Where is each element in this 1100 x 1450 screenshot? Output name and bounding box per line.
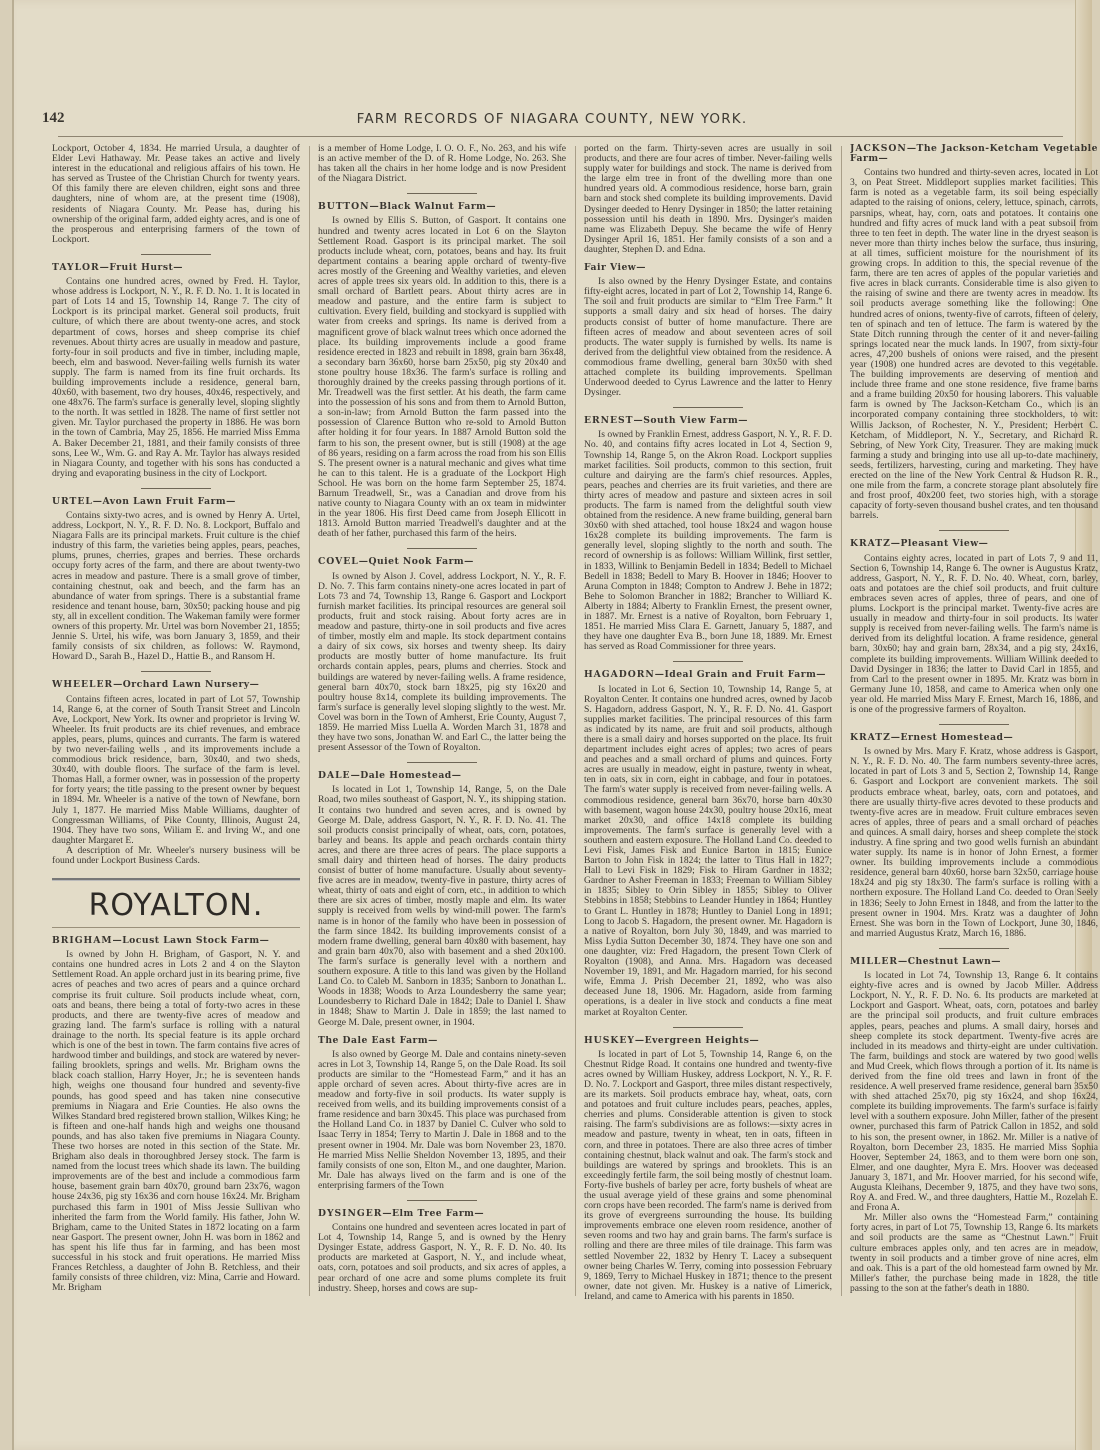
farm-name: —Avon Lawn Fruit Farm— [92, 495, 236, 507]
farm-entry-jackson [850, 144, 1098, 521]
column-divider [575, 146, 576, 1296]
owner-surname: HAGADORN [584, 669, 655, 681]
entry-separator [407, 193, 477, 194]
text-columns [52, 144, 1098, 1424]
entry-paragraph: Is located in Lot 74, Township 13, Range 6. It contains eighty-five acres and is owned by Jacob Miller. Address Lockport, N. Y., R. F. D. No. 6. Its products are marketed at Lockport and Gasport. Wheat, oats, corn, potatoes and barley are the principal soil products, and fruit culture embraces apples, pears, peaches and plums. A small dairy, horses and sheep complete its stock department. Twenty-five acres are included in its meadows and thirty-eight are under cultivation. The farm, buildings and stock are watered by two good wells and Mud Creek, which flows through a portion of it. Its name is derived from the fine old trees and lawn in front of the residence. A well preserved frame residence, general barn 35x50 with shed attached 25x70, pig sty 16x24, and shop 16x24, complete its building improvements. The farm's surface is fairly level with a southern exposure. John Miller, father of the present owner, purchased this farm of Patrick Callon in 1852, and sold to his son, the present owner, in 1862. Mr. Miller is a native of Royalton, born December 23, 1835. He married Miss Sophia Hoover, September 24, 1863, and to them were born one son, Elmer, and one daughter, Myra E. Mrs. Hoover was deceased January 3, 1871, and Mr. Hoover married, for his second wife, Augusta Kleihans, December 9, 1875, and they have two sons, Roy A. and Fred. W., and three daughters, Hattie M., Rozelah E. and Frona A. [850, 970, 1098, 1214]
entry-separator [939, 530, 1009, 531]
section-rule [52, 927, 300, 928]
farm-entry-kratz-pleasant-view [850, 539, 1098, 715]
farm-name: —Dale Homestead— [350, 770, 462, 782]
owner-surname: TAYLOR [52, 261, 100, 273]
owner-surname: DYSINGER [318, 1208, 383, 1219]
farm-entry-button [318, 202, 566, 539]
entry-separator [141, 254, 211, 255]
entry-separator [939, 724, 1009, 725]
farm-name: —South View Farm— [633, 415, 748, 427]
entry-paragraph: Is also owned by the Henry Dysinger Estate, and contains fifty-eight acres, located in part of Lot 2, Township 14, Range 6. The soil and fruit products are similar to “Elm Tree Farm.” It supports a small dairy and six head of horses. The dairy products consist of butter of home manufacture. There are fifteen acres of meadow and about seventeen acres of soil products. The water supply is furnished by wells. Its name is derived from the delightful view obtained from the residence. A commodious frame dwelling, general barn 30x50 with shed attached complete its building improvements. Spellman Underwood deeded to Cyrus Lawrence and the latter to Henry Dysinger. [584, 276, 832, 399]
running-title: FARM RECORDS OF NIAGARA COUNTY, NEW YORK. [356, 111, 748, 127]
continuation-paragraph: is a member of Home Lodge, I. O. O. F., No. 263, and his wife is an active member of the D. of R. Home Lodge, No. 263. She has taken all the chairs in her home lodge and is now President of the Niagara District. [318, 144, 566, 185]
section-rule [52, 878, 300, 881]
entry-paragraph: Is owned by Ellis S. Button, of Gasport. It contains one hundred and twenty acres located in Lot 6 on the Slayton Settlement Road. Gasport is its principal market. The soil products include wheat, corn, potatoes, beans and hay. Its fruit department contains a bearing apple orchard of twenty-five acres mostly of the Greening and Wealthy varieties, and eleven acres of apple trees six years old. In addition to this, there is a small orchard of Bartlett pears. About thirty acres are in meadow and pasture, and the entire farm is subject to cultivation. Every field, building and stockyard is supplied with water from creeks and springs. Its name is derived from a magnificent grove of black walnut trees which once adorned the place. Its building improvements include a good frame residence erected in 1823 and rebuilt in 1898, grain barn 36x48, a secondary barn 36x60, horse barn 25x50, pig sty 20x40 and stone poultry house 18x36. The farm's surface is rolling and thoroughly drained by the creeks passing through portions of it. Mr. Treadwell was the first settler. At his death, the farm came into the possession of his sons and from them to Arnold Button, a son-in-law; from Arnold Button the farm passed into the possession of Clarence Button who re-sold to Arnold Button after holding it for four years. In 1887 Arnold Button sold the farm to his son, the present owner, but is still (1908) at the age of 86 years, residing on a farm across the road from his son Ellis S. The present owner is a natural mechanic and gives what time he can to this talent. He is a graduate of the Lockport High School. He was born on the home farm September 25, 1874. Barnum Treadwell, Sr., was a Canadian and drove from his native county to Niagara County with an ox team in midwinter in the year 1806. His first Deed came from Joseph Ellicott in 1813. Arnold Button married Treadwell's daughter and at the death of her father, purchased this farm of the heirs. [318, 215, 566, 540]
book-page [12, 0, 1098, 1450]
entry-paragraph: Contains sixty-two acres, and is owned by Henry A. Urtel, address, Lockport, N. Y., R. F. D. No. 8. Lockport, Buffalo and Niagara Falls are its principal markets. Fruit culture is the chief industry of this farm, the varieties being apples, pears, peaches, plums, prunes, cherries, grapes and berries. These orchards occupy forty acres of the farm, and there are about twenty-two acres in meadow and pasture. There is a small grove of timber, containing chestnut, oak and beech, and the farm has an abundance of water from springs. There is a substantial frame residence and tenant house, barn, 30x50; packing house and pig sty, all in excellent condition. The Wakeman family were former owners of this property. Mr. Urtel was born November 21, 1855; Jennie S. Urtel, his wife, was born January 3, 1859, and their family consists of six children, as follows: W. Raymond, Howard D., Sarah B., Hazel D., Hattie B., and Ransom H. [52, 510, 300, 663]
entry-paragraph: Is owned by Franklin Ernest, address Gasport, N. Y., R. F. D. No. 40, and contains fifty acres located in Lot 4, Section 9, Township 14, Range 5, on the Akron Road. Lockport supplies market facilities. Soil products, common to this section, fruit culture and dairying are the farm's chief resources. Apples, pears, peaches and cherries are its fruit varieties, and there are thirty acres of meadow and pasture and sixteen acres in soil products. The farm is named from the delightful south view obtained from the residence. A new frame building, general barn 30x60 with shed attached, tool house 18x24 and wagon house 16x28 complete its building improvements. The farm is generally level, sloping slightly to the north and south. The record of ownership is as follows: William Willink, first settler, in 1833, Willink to Benjamin Bedell in 1834; Bedell to Michael Bedell in 1838; Bedell to Mary B. Hoover in 1846; Hoover to Aruna Compton in 1848; Compton to Andrew J. Behe in 1872; Behe to Solomon Brancher in 1882; Brancher to Williard K. Alberty in 1884; Alberty to Franklin Ernest, the present owner, in 1887. Mr. Ernest is a native of Royalton, born February 1, 1851. He married Miss Clara E. Garnett, January 5, 1887, and they have one daughter Eva B., born June 18, 1889. Mr. Ernest has served as Road Commissioner for three years. [584, 429, 832, 653]
continuation-paragraph: ported on the farm. Thirty-seven acres are usually in soil products, and there are four acres of timber. Never-failing wells supply water for buildings and stock. The name is derived from the large elm tree in front of the dwelling more than one hundred years old. A commodious residence, horse barn, grain barn and stock shed complete its building improvements. David Dysinger deeded to Henry Dysinger in 1850; the latter retaining possession until his death in 1890. Mrs. Dysinger's maiden name was Elizabeth Depuy. She became the wife of Henry Dysinger April 16, 1851. Her family consists of a son and a daughter, Stephen D. and Edna. [584, 144, 832, 255]
owner-surname: KRATZ [850, 732, 891, 744]
farm-entry-kratz-ernest-homestead [850, 733, 1098, 939]
farm-entry-brigham [52, 936, 300, 1293]
owner-surname: BRIGHAM [52, 935, 113, 947]
entry-paragraph: Is owned by Alson J. Covel, address Lockport, N. Y., R. F. D. No. 7. This farm contains ninety-one acres located in part of Lots 73 and 74, Township 13, Range 6. Gasport and Lockport furnish market facilities. Its principal resources are general soil products, fruit and stock raising. About forty acres are in meadow and pasture, thirty-one in soil products and five acres of timber, mostly elm and maple. Its stock department contains a dairy of six cows, six horses and twenty sheep. Its dairy products are mostly butter of home manufacture. Its fruit orchards contain apples, pears, plums and cherries. Stock and buildings are watered by never-failing wells. A frame residence, general barn 40x70, stock barn 18x25, pig sty 16x20 and poultry house 8x14, complete its building improvements. The farm's surface is generally level sloping slightly to the west. Mr. Covel was born in the Town of Amherst, Erie County, August 7, 1859. He married Miss Luella A. Worden March 31, 1878 and they have two sons, Jonathan W. and Earl C., the latter being the present Assessor of the Town of Royalton. [318, 570, 566, 754]
entry-heading [584, 1036, 832, 1046]
farm-name: —Ernest Homestead— [890, 732, 1014, 744]
farm-entry-wheeler [52, 680, 300, 866]
owner-surname: HUSKEY [584, 1034, 635, 1046]
entry-separator [407, 548, 477, 549]
farm-name: —Chestnut Lawn— [898, 955, 1001, 967]
continuation-paragraph: Lockport, October 4, 1834. He married Ursula, a daughter of Elder Levi Hathaway. Mr. Pease takes an active and lively interest in the educational and religious affairs of his town. He has served as Trustee of the Christian Church for twenty years. Of this family there are eleven children, eight sons and three daughters, nine of whom are, at the present time (1908), residents of Niagara County. Mr. Pease has, during his ownership of the original farm, added eighty acres, and is one of the prosperous and enterprising farmers of the town of Lockport. [52, 144, 300, 245]
farm-entry-dysinger [318, 1209, 566, 1294]
farm-entry-urtel [52, 497, 300, 663]
entry-paragraph: Is located in Lot 1, Township 14, Range, 5, on the Dale Road, two miles southeast of Gasport, N. Y., its shipping station. It contains two hundred and seven acres, and is owned by George M. Dale, address Gasport, N. Y., R. F. D. No. 41. The soil products consist principally of wheat, oats, corn, potatoes, barley and beans. Its apple and peach orchards contain thirty acres, and there are three acres of pears. The place supports a small dairy and thirteen head of horses. The dairy products consist of butter of home manufacture. Usually about seventy-five acres are in meadow, twenty-five in pasture, thirty acres of wheat, thirty of oats and eight of corn, etc., in addition to which there are six acres of timber, mostly maple and elm. Its water supply is received from wells by wind-mill power. The farm's name is in honor of the family who have been in possession of the farm since 1842. Its building improvements consist of a modern frame dwelling, general barn 40x80 with basement, hay and grain barn 40x70, also with basement and a shed 20x100. The farm's surface is generally level with a northern and southern exposure. A title to this land was given by the Holland Land Co. to Caleb M. Sanborn in 1835; Sanborn to Jonathan L. Woods in 1838; Woods to Arza Loundesberry the same year; Loundesberry to Richard Dale in 1842; Dale to Daniel I. Shaw in 1848; Shaw to Martin J. Dale in 1859; the last named to George M. Dale, present owner, in 1904. [318, 784, 566, 1028]
page-number: 142 [42, 110, 65, 126]
entry-heading [52, 497, 300, 507]
owner-surname: BUTTON [318, 201, 370, 213]
owner-surname: DALE [318, 770, 351, 782]
entry-separator [407, 762, 477, 763]
entry-paragraph: Is owned by Mrs. Mary F. Kratz, whose address is Gasport, N. Y., R. F. D. No. 40. The farm numbers seventy-three acres, located in part of Lots 3 and 5, Section 2, Township 14, Range 6. Gasport and Lockport are convenient markets. The soil products embrace wheat, barley, oats, corn and potatoes, and there are usually thirty-five acres devoted to these products and twenty-five acres are in meadow. Fruit culture embraces seven acres of apples, three of pears and a small orchard of peaches and quinces. A small dairy, horses and sheep complete the stock industry. A fine spring and two good wells furnish an abundant water supply. Its name is in honor of John Ernest, a former owner. Its building improvements include a commodious residence, general barn 40x60, horse barn 32x50, carriage house 18x24 and pig sty 18x30. The farm's surface is rolling with a northern exposure. The Holland Land Co. deeded to Oran Seely in 1836; Seely to John Ernest in 1848, and from the latter to the present owner in 1904. Mrs. Kratz was a daughter of John Ernest. She was born in the Town of Lockport, June 30, 1846, and married Augustus Kratz, March 16, 1886. [850, 746, 1098, 939]
owner-surname: WHEELER [52, 679, 114, 691]
entry-paragraph: Contains one hundred acres, owned by Fred. H. Taylor, whose address is Lockport, N. Y., R. F. D. No. 1. It is located in part of Lots 14 and 15, Township 14, Range 7. The city of Lockport is its principal market. General soil products, fruit culture, of which there are about twenty-one acres, and stock department of cows, horses and sheep comprise its chief revenues. About thirty acres are usually in meadow and pasture, forty-four in soil products and five in timber, including maple, beech, elm and baswood. Never-failing wells furnish its water supply. The farm is named from its fine fruit orchards. Its building improvements include a residence, general barn, 40x60, with basement, two dry houses, 40x46, respectively, and one 48x76. The farm's surface is generally level, sloping slightly to the north. It was settled in 1828. The name of first settler not given. Mr. Taylor purchased the property in 1886. He was born in the town of Cambria, May 25, 1856. He married Miss Emma A. Baker December 21, 1881, and their family consists of three sons, Lee W., Wm. G. and Ray A. Mr. Taylor has always resided in Niagara County, and together with his sons has conducted a drying and evaporating business in the city of Lockport. [52, 276, 300, 479]
entry-heading [850, 733, 1098, 743]
column-divider [841, 146, 842, 1296]
farm-entry-dale-east [318, 1036, 566, 1191]
farm-name: —Pleasant View— [890, 538, 989, 550]
column-3 [584, 144, 832, 1304]
owner-surname: URTEL [52, 495, 93, 507]
entry-separator [141, 488, 211, 489]
entry-heading [318, 1209, 566, 1219]
farm-name: —Orchard Lawn Nursery— [113, 679, 260, 691]
entry-paragraph: Is located in part of Lot 5, Township 14, Range 6, on the Chestnut Ridge Road. It contains one hundred and twenty-five acres owned by William Huskey, address Lockport, N. Y., R. F. D. No. 7. Lockport and Gasport, three miles distant respectively, are its markets. Soil products embrace hay, wheat, oats, corn and potatoes and fruit culture includes pears, peaches, apples, cherries and plums. Considerable attention is given to stock raising. The farm's subdivisions are as follows:—sixty acres in meadow and pasture, twenty in wheat, ten in oats, fifteen in corn, and three in potatoes. There are also three acres of timber containing chestnut, black walnut and oak. The farm's stock and buildings are watered by springs and brooklets. This is an exceedingly fertile farm, the soil being mostly of chestnut loam. Forty-five bushels of barley per acre, forty bushels of wheat are the usual average yield of these grains and some phenominal corn crops have been recorded. The farm's name is derived from its grove of evergreens surrounding the house. Its building improvements embrace one eleven room residence, another of seven rooms and two hay and grain barns. The farm's surface is rolling and there are three miles of tile drainage. This farm was settled November 22, 1832 by Henry T. Lacey a subsequent owner being Charles W. Terry, coming into possession February 9, 1869, Terry to Michael Huskey in 1871; thence to the present owner, date not given. Mr. Huskey is a native of Limerick, Ireland, and came to America with his parents in 1850. [584, 1048, 832, 1302]
entry-heading [318, 557, 566, 567]
farm-name: —Locust Lawn Stock Farm— [112, 935, 270, 947]
entry-paragraph: Contains two hundred and thirty-seven acres, located in Lot 3, on Peat Street. Middleport supplies market facilities. This farm is noted as a vegetable farm, its soil being especially adapted to the raising of onions, celery, lettuce, spinach, carrots, parsnips, wheat, hay, corn, oats and potatoes. It contains one hundred and fifty acres of muck land with a peat subsoil from three to ten feet in depth. The water line in the dryest season is never more than thirty inches below the surface, thus insuring, at all times, sufficient moisture for the nourishment of its growing crops. In addition to this, the special revenue of the farm, there are ten acres of apples of the popular varieties and five acres in black currants. Considerable time is also given to the raising of swine and there are twenty acres in meadow. Its soil products average something like the following: One hundred acres of onions, twenty-five of carrots, fifteen of celery, ten of spinach and ten of lettuce. The farm is watered by the State Ditch running through the center of it and never-failing springs located near the muck lands. In 1907, from sixty-four acres, 47,200 bushels of onions were raised, and the present year (1908) one hundred acres are devoted to this vegetable. The building improvements are deserving of mention and include three frame and one stone residence, five frame barns and a frame building 20x50 for housing laborers. This valuable farm is owned by The Jackson-Ketcham Co., which is an incorporated company containing three stockholders, to wit: Willis Jackson, of Rochester, N. Y., President; Herbert C. Ketcham, of Middleport, N. Y., Secretary, and Richard R. Sebring, of New York City, Treasurer. They are making muck farming a study and bringing into use all up-to-date machinery, seeds, fertilizers, harvesting, curing and marketing. They have erected on the line of the New York Central & Hudson R. R., one mile from the farm, a concrete storage plant absolutely fire and frost proof, 40x200 feet, two stories high, with a storage capacity of forty-seven thousand bushel crates, and ten thousand barrels. [850, 167, 1098, 522]
farm-name: —Quiet Nook Farm— [358, 556, 474, 568]
entry-heading [850, 144, 1098, 164]
farm-name: —The Jackson-Ketcham Vegetable Farm— [850, 144, 1098, 165]
entry-paragraph: A description of Mr. Wheeler's nursery business will be found under Lockport Business Cards. [52, 844, 300, 866]
header-rule [58, 136, 1063, 137]
column-divider [309, 146, 310, 1296]
farm-name: —Elm Tree Farm— [382, 1208, 485, 1219]
farm-entry-taylor [52, 263, 300, 479]
farm-name: —Ideal Grain and Fruit Farm— [654, 669, 826, 681]
entry-heading [318, 202, 566, 212]
column-1 [52, 144, 300, 1304]
entry-separator [673, 1027, 743, 1028]
owner-surname: MILLER [850, 955, 899, 967]
entry-separator [141, 671, 211, 672]
farm-name: — [636, 262, 646, 274]
entry-heading [584, 416, 832, 426]
entry-separator [939, 948, 1009, 949]
entry-heading [584, 670, 832, 680]
section-title-royalton: ROYALTON. [88, 888, 264, 924]
farm-entry-ernest [584, 416, 832, 652]
farm-entry-dale [318, 771, 566, 1027]
entry-heading [584, 263, 832, 273]
entry-paragraph: Mr. Miller also owns the “Homestead Farm,” containing forty acres, in part of Lot 75, Township 13, Range 6. Its markets and soil products are the same as “Chestnut Lawn.” Fruit culture embraces apples only, and ten acres are in meadow, twenty in soil products and a timber grove of nine acres, elm and oak. This is a part of the old homestead farm owned by Mr. Miller's father, the purchase being made in 1828, the title passing to the son at the father's death in 1880. [850, 1212, 1098, 1294]
running-head [42, 110, 1062, 130]
entry-heading [850, 539, 1098, 549]
entry-paragraph: Is located in Lot 6, Section 10, Township 14, Range 5, at Royalton Center. It contains one hundred acres, owned by Jacob S. Hagadorn, address Gasport, N. Y., R. F. D. No. 41. Gasport supplies market facilities. The principal resources of this farm as indicated by its name, are fruit and soil products, although there is a small dairy and horses supported on the place. Its fruit department includes eight acres of apples; two acres of pears and peaches and a small orchard of plums and quinces. Forty acres are usually in meadow, eight in pasture, twenty in wheat, ten in oats, six in corn, eight in cabbage, and four in potatoes. The farm's water supply is received from never-failing wells. A commodious residence, general barn 36x70, horse barn 40x30 with basement, wagon house 24x30, poultry house 20x16, meat market 20x30, and office 14x18 complete its building improvements. The farm's surface is generally level with a southern and eastern exposure. The Holland Land Co. deeded to Levi Fisk, James Fisk and Eunice Barton in 1815; Eunice Barton to John Fisk in 1824; the latter to Titus Hall in 1827; Hall to Levi Fisk in 1829; Fisk to Hiram Gardner in 1832; Gardner to Asher Freeman in 1833; Freeman to William Sibley in 1835; Sibley to Orin Sibley in 1855; Sibley to Oliver Stebbins in 1858; Stebbins to Leander Huntley in 1864; Huntley to Grant L. Huntley in 1878; Huntley to Daniel Long in 1891; Long to Jacob S. Hagadorn, the present owner. Mr. Hagadorn is a native of Royalton, born July 30, 1849, and was married to Miss Lydia Sutton December 30, 1874. They have one son and one daughter, viz: Fred Hagadorn, the present Town Clerk of Royalton (1908), and Anna. Mrs. Hagadorn was deceased November 19, 1891, and Mr. Hagadorn married, for his second wife, Emma J. Prish December 21, 1892, who was also deceased June 18, 1906. Mr. Hagadorn, aside from farming operations, is a dealer in live stock and conducts a fine meat market at Royalton Center. [584, 683, 832, 1018]
entry-heading [318, 1036, 566, 1046]
entry-heading [52, 263, 300, 273]
entry-paragraph: Contains one hundred and seventeen acres located in part of Lot 4, Township 14, Range 5, and is owned by the Henry Dysinger Estate, address Gasport, N. Y., R. F. D. No. 40. Its products are marketed at Gasport, N. Y., and include wheat, oats, corn, potatoes and soil products, and six acres of apples, a pear orchard of one acre and some plums complete its fruit industry. Sheep, horses and cows are sup- [318, 1222, 566, 1294]
farm-entry-miller [850, 957, 1098, 1294]
farm-name: —Evergreen Heights— [634, 1034, 760, 1046]
entry-paragraph: Contains eighty acres, located in part of Lots 7, 9 and 11, Section 6, Township 14, Range 6. The owner is Augustus Kratz, address, Gasport, N. Y., R. F. D. No. 40. Wheat, corn, barley, oats and potatoes are the chief soil products, and fruit culture embraces seven acres of apples, three of pears, and one of plums. Lockport is the principal market. Twenty-five acres are usually in meadow and thirty-four in soil products. Its water supply is received from never-failing wells. The farm's name is derived from its delightful location. A frame residence, general barn, 30x60; hay and grain barn, 28x34, and a pig sty, 24x16, complete its building improvements. William Willink deeded to David Dysinger in 1836; the latter to David Carl in 1855, and from Carl to the present owner in 1895. Mr. Kratz was born in Germany June 10, 1858, and came to America when only one year old. He married Miss Mary F. Ernest, March 16, 1886, and is one of the progressive farmers of Royalton. [850, 552, 1098, 715]
entry-heading [850, 957, 1098, 967]
column-2 [318, 144, 566, 1304]
farm-name: —Black Walnut Farm— [369, 201, 497, 213]
farm-name: —Fruit Hurst— [99, 261, 183, 273]
entry-paragraph: Contains fifteen acres, located in part of Lot 57, Township 14, Range 6, at the corner of South Transit Street and Lincoln Ave, Lockport, New York. Its owner and proprietor is Irving W. Wheeler. Its fruit products are its chief revenues, and embrace apples, pears, plums, quinces and currants. The farm is watered by two never-failing wells , and its improvements include a commodious brick residence, barn, 30x40, and two sheds, 30x40, with double floors. The surface of the farm is level. Thomas Hall, a former owner, was in possession of the property for forty years; the title passing to the present owner by bequest in 1894. Mr. Wheeler is a native of the town of Newfane, born July 1, 1877. He married Miss Mable Williams, daughter of Congressman Williams, of Pike County, Illinois, August 24, 1904. They have two sons, Wiliam E. and Irving W., and one daughter Margaret E. [52, 693, 300, 846]
entry-heading [52, 936, 300, 946]
farm-name: — [428, 1034, 438, 1046]
entry-heading [318, 771, 566, 781]
owner-surname: KRATZ [850, 538, 891, 550]
owner-surname: ERNEST [584, 415, 634, 427]
farm-subheading: Fair View [584, 262, 637, 274]
column-4 [850, 144, 1098, 1304]
entry-heading [52, 680, 300, 690]
owner-surname: JACKSON [850, 144, 907, 154]
farm-entry-huskey [584, 1036, 832, 1302]
farm-entry-hagadorn [584, 670, 832, 1017]
entry-paragraph: Is owned by John H. Brigham, of Gasport, N. Y. and contains one hundred acres in Lots 2 and 4 on the Slayton Settlement Road. An apple orchard just in its bearing prime, five acres of peaches and two acres of pears and a quince orchard comprise its fruit culture. Soil products include wheat, corn, oats and beans, there being a total of forty-two acres in these products, and there are twenty-five acres of meadow and grazing land. The farm's surface is rolling with a natural drainage to the north. Its special feature is its apple orchard which is one of the best in town. The farm contains five acres of hardwood timber and buildings, and stock are watered by never-failing brooklets, springs and wells. Mr. Brigham owns the black coach stallion, Harry Hoyer, Jr.; he is seventeen hands high, weighs one thousand four hundred and seventy-five pounds, has good speed and has taken nine consecutive premiums in Niagara and Erie Counties. He also owns the Wilkes Standard bred registered brown stallion, Wilkes King; he is fifteen and one-half hands high and weighs one thousand pounds, and has also taken five premiums in Niagara County. These two horses are noted in this section of the State. Mr. Brigham also deals in thoroughbred Jersey stock. The farm is named from the locust trees which shade its lawn. The building improvements are of the best and include a commodious farm house, basement grain barn 40x70, ground barn 23x76, wagon house 24x36, pig sty 16x36 and corn house 16x24. Mr. Brigham purchased this farm in 1901 of Miss Jessie Sullivan who inherited the farm from the World family. His father, John W. Brigham, came to the United States in 1872 locating on a farm near Gasport. The present owner, John H. was born in 1862 and has spent his life thus far in farming, and has been most successful in his stock and fruit operations. He married Miss Frances Retchless, a daughter of John B. Retchless, and their family consists of three children, viz: Mina, Carrie and Howard. Mr. Brigham [52, 949, 300, 1294]
entry-separator [673, 407, 743, 408]
farm-entry-fair-view [584, 263, 832, 398]
farm-subheading: The Dale East Farm [318, 1034, 429, 1046]
farm-entry-covel [318, 557, 566, 753]
entry-paragraph: Is also owned by George M. Dale and contains ninety-seven acres in Lot 3, Township 14, Range 5, on the Dale Road. Its soil products are similar to the “Homestead Farm,” and it has an apple orchard of seven acres. About thirty-five acres are in meadow and forty-five in soil products. Its water supply is received from wells, and its building improvements consist of a frame residence and barn 30x45. This place was purchased from the Holland Land Co. in 1837 by Daniel C. Culver who sold to Isaac Terry in 1854; Terry to Martin J. Dale in 1868 and to the present owner in 1904. Mr. Dale was born November 23, 1870. He married Miss Nellie Sheldon November 13, 1895, and their family consists of one son, Elton M., and one daughter, Marion. Mr. Dale has always lived on the farm and is one of the enterprising farmers of the Town [318, 1048, 566, 1191]
owner-surname: COVEL [318, 556, 359, 568]
entry-separator [407, 1200, 477, 1201]
entry-separator [673, 661, 743, 662]
